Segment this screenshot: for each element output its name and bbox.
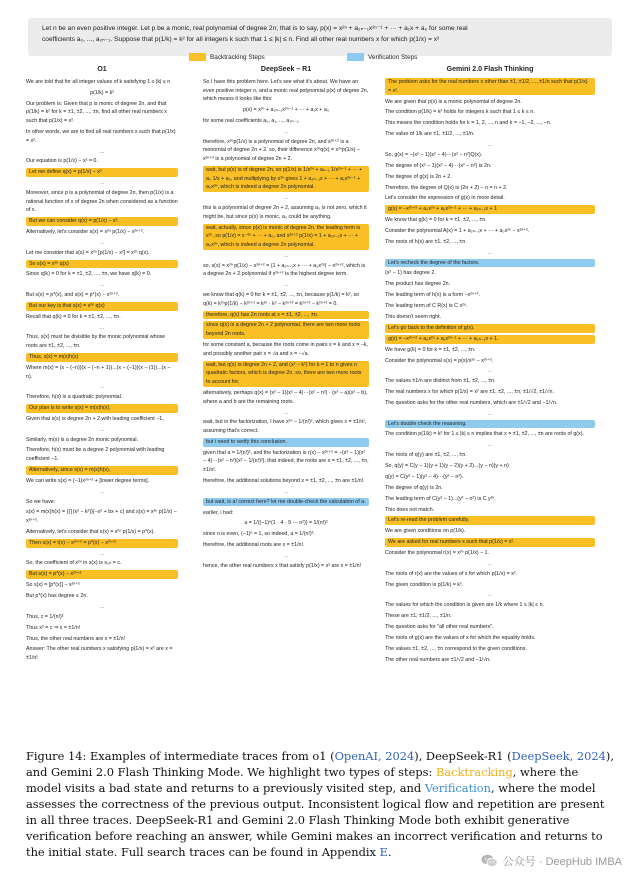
trace-ellipsis: ... <box>99 426 105 433</box>
trace-line: we know that q(k) = 0 for k = ±1, ±2, ..., ±n, because p(1/k) = k², so q(k) = k²ⁿp(1/k) − k²ⁿ⁺² = k²ⁿ · k² − k²ⁿ⁺² = k²ⁿ⁺² − k²ⁿ⁺² = 0. <box>203 291 360 307</box>
trace-line: In other words, we are to find all real numbers x such that p(1/x) = x². <box>26 129 176 144</box>
trace-line: The degree of q(y) is 2n. <box>385 484 443 491</box>
trace-line: This doesn't seem right. <box>385 314 442 321</box>
trace-line: therefore, the additional solutions beyond x = ±1, ±2, ..., ±n are ±1/n!. <box>203 478 365 485</box>
watermark-text: 公众号 · DeepHub IMBA <box>502 856 622 868</box>
backtracking-step: Let me define q(x) = p(1/x) − x² <box>26 168 178 177</box>
trace-line: Let me consider that s(x) = x²ⁿ [p(1/x) − x²] = x²ⁿ q(x). <box>26 249 150 256</box>
trace-line: (x² − 1) has degree 2. <box>385 270 436 277</box>
trace-line: This does not match. <box>385 506 435 513</box>
trace-ellipsis: ... <box>99 550 105 557</box>
citation-link[interactable]: OpenAI, 2024 <box>334 749 415 763</box>
trace-line: So, g(x) = −(x² − 1)(x² − 4)···(x² − n²)Q(x). <box>385 151 483 158</box>
caption-text: , where the model assesses the correctness of the previous output. Inconsistent logical flow and repetition are present in all three traces. DeepSeek-R1 and Gemini 2.0 Flash Thinking Mode both exhibit generative verification before reaching an answer, while Gemini makes an incorrect verification and returns to the initial state. Full search traces can be found in Appendix <box>26 781 605 859</box>
trace-line: Given that s(x) is degree 2n + 2 with leading coefficient −1, <box>26 415 164 422</box>
trace-ellipsis: ... <box>283 488 289 495</box>
figure-caption <box>26 748 616 860</box>
trace-line: Thus, s(x) must be divisible by the monic polynomial whose roots are ±1, ±2, ..., ±n. <box>26 334 166 350</box>
trace-line: Similarly, m(x) is a degree 2n monic polynomial. <box>26 436 139 443</box>
backtracking-step: Our plan is to write s(x) = m(x)h(x). <box>26 404 178 413</box>
trace-column-deepseek <box>203 64 369 744</box>
trace-ellipsis: ... <box>99 282 105 289</box>
backtracking-step: Then s(x) = t(x) − x²ⁿ⁺² = p*(x) − x²ⁿ⁺² <box>26 539 178 548</box>
trace-line: The roots of h(x) are ±1, ±2, ..., ±n. <box>385 238 467 245</box>
backtracking-step: since q(x) is a degree 2n + 2 polynomial, there are two more roots beyond 2n roots. <box>203 321 369 338</box>
trace-line: The roots of g(x) are the values of x for which the equality holds. <box>385 634 536 641</box>
trace-line: Therefore, h(x) must be a degree 2 polynomial with leading coefficient −1. <box>26 447 165 463</box>
trace-line: The roots of q(y) are ±1, ±2, ..., ±n. <box>385 452 467 459</box>
trace-line: We are told that for all integer values of k satisfying 1 ≤ |k| ≤ n <box>26 79 171 85</box>
trace-line: alternatively, perhaps q(x) = (x² − 1)(x² − 4)···(x² − n²) · (x² − a)(x² − b), where a and b are the remaining roots. <box>203 389 368 405</box>
trace-line: We are given conditions on p(1/k). <box>385 528 466 535</box>
trace-ellipsis: ... <box>283 553 289 560</box>
trace-line: therefore, the additional roots are x = ±1/n!. <box>203 542 305 549</box>
caption-text: . <box>387 845 392 859</box>
trace-line: q(y) = C(y² − 1)(y² − 4)···(y² − n²). <box>385 473 464 480</box>
trace-line: Consider the polynomial r(x) = x²ⁿ p(1/x) − 1. <box>385 550 490 557</box>
trace-line: Thus, c = 1/(n!)² <box>26 613 64 620</box>
trace-line: Since q(k) = 0 for k = ±1, ±2, ..., ±n, we have q(k) = 0. <box>26 271 152 278</box>
trace-line: Therefore, h(x) is a quadratic polynomial. <box>26 394 123 401</box>
trace-line: therefore, x²ⁿp(1/x) is a polynomial of degree 2n, and x²ⁿ⁺² is a monomial of degree 2n + 2. so, their difference x²ⁿq(x) = x²ⁿp(1/x) − x²ⁿ⁺² is a polynomial of degree 2n + 2. <box>203 138 361 163</box>
figure-label: Figure 14: <box>26 749 87 763</box>
backtracking-step: But s(x) = p*(x) − x²ⁿ⁺² <box>26 570 178 579</box>
legend-verification-label: Verification Steps <box>368 53 418 61</box>
verification-term: Verification <box>424 781 492 795</box>
trace-ellipsis: ... <box>487 368 493 375</box>
trace-ellipsis: ... <box>283 195 289 202</box>
trace-line: So s(x) = [p*(x)] − x²ⁿ⁺² <box>26 582 80 589</box>
citation-link[interactable]: DeepSeek, 2024 <box>511 749 606 763</box>
trace-line: wait, but in the factorization, I have x²ⁿ − 1/(n!)², which gives x = ±1/n!, assuming that's correct. <box>203 419 367 434</box>
trace-ellipsis: ... <box>99 384 105 391</box>
trace-equation: a = 1/((−1)ⁿ(1 · 4 · 9 ··· n²)) = 1/(n!)² <box>244 520 328 527</box>
trace-line: The condition p(1/k) = k² holds for integers k such that 1 ≤ k ≤ n. <box>385 109 535 116</box>
trace-line: The real numbers x for which p(1/x) = x² are ±1, ±2, ..., ±n, ±1/√2, ±1/√n. <box>385 389 554 396</box>
trace-ellipsis: ... <box>487 249 493 256</box>
trace-column-gemini <box>385 64 595 744</box>
trace-line: Consider the polynomial A(x) = 1 + a₂ₙ₋₁x + ··· + a₀x²ⁿ − x²ⁿ⁺². <box>385 228 530 235</box>
backtracking-step: Thus, s(x) = m(x)h(x) <box>26 353 178 362</box>
trace-line: The leading term of C(y² − 1)...(y² − n²) is C y²ⁿ. <box>385 495 496 502</box>
verification-swatch <box>347 53 364 61</box>
appendix-link[interactable]: E <box>379 845 388 859</box>
trace-line: Alternatively, let's consider s(x) = x²ⁿ p(1/x) − x²ⁿ⁺². <box>26 229 145 236</box>
trace-line: for some constant a, because the roots come in pairs x = k and x = −k, and possibly another pair x = √a and x = −√a. <box>203 342 369 357</box>
trace-line: These are ±1, ±1/2, ..., ±1/n. <box>385 613 452 620</box>
trace-line: Consider the polynomial s(x) = p(x)/x²ⁿ − x²ⁿ⁺². <box>385 357 494 364</box>
problem-statement <box>28 18 612 56</box>
trace-line: Answer: The other real numbers x satisfying p(1/x) = x² are x = ±1/n! <box>26 646 173 662</box>
problem-line-1: Let n be an even positive integer. Let p be a monic, real polynomial of degree 2n; that is to say, p(x) = x²ⁿ + a₂ₙ₋₁x²ⁿ⁻¹ + ··· + a₁x + a₀ for some real <box>42 25 468 32</box>
backtracking-step: therefore, q(x) has 2n roots at x = ±1, ±2, ..., ±n. <box>203 311 369 320</box>
trace-ellipsis: ... <box>99 488 105 495</box>
trace-line: earlier, i had: <box>203 509 234 516</box>
trace-line: Alternatively, let's consider that s(x) = x²ⁿ p(1/x) = p*(x). <box>26 529 155 535</box>
trace-ellipsis: ... <box>283 129 289 136</box>
trace-line: for some real coefficients a₀, a₁, ..., a₂ₙ₋₁. <box>203 118 300 125</box>
trace-ellipsis: ... <box>283 252 289 259</box>
trace-line: So I have this problem here. Let's see what it's about. We have an even positive integer n, and a monic real polynomial p(x) of degree 2n, which means it looks like this: <box>203 79 369 103</box>
verification-step: Let's double check the reasoning. <box>385 420 595 429</box>
trace-line: Our problem is: Given that p is monic of degree 2n, and that p(1/k) = k² for k = ±1, ±2, ..., ±n, find all other real numbers x such that p(1/x) = x². <box>26 100 167 125</box>
backtracking-step: We are asked for real numbers x such that p(1/x) = x². <box>385 538 595 547</box>
trace-line: The condition p(1/k) = k² for 1 ≤ |k| ≤ n implies that x = ±1, ±2, ..., ±n are roots of g(x). <box>385 431 584 438</box>
column-title: O1 <box>97 66 107 73</box>
caption-text: ), and Gemini 2.0 Flash Thinking Mode. We highlight two types of steps: <box>26 749 614 779</box>
trace-line: this is a polynomial of degree 2n + 2, assuming a₀ is not zero, which it might be, but since p(x) is monic, a₀ could be anything. <box>203 205 367 220</box>
trace-line: The value of 1/k are ±1, ±1/2, ..., ±1/n. <box>385 131 475 138</box>
backtracking-step: But we can consider q(x) = p(1/x) − x². <box>26 217 178 226</box>
trace-line: This means the condition holds for k = 1, 2, ..., n and k = −1, −2, ..., −n. <box>385 120 552 127</box>
trace-line: The values for which the condition is given are 1/k where 1 ≤ |k| ≤ n. <box>385 602 545 609</box>
trace-line: The values ±1, ±2, ..., ±n correspond to the given conditions. <box>385 645 527 652</box>
trace-ellipsis: ... <box>99 148 105 155</box>
trace-line: We have g(k) = 0 for k = ±1, ±2, ..., ±n. <box>385 346 476 353</box>
trace-line: s(x) = m(x)h(x) = (∏(x² − k²))(−x² + bx + c) and s(x) = x²ⁿ p(1/x) − x²ⁿ⁺². <box>26 509 177 525</box>
trace-line: So we have: <box>26 498 56 505</box>
backtracking-step: The problem asks for the real numbers x other than ±1, ±1/2, ..., ±1/n such that p(1/x) = x². <box>385 78 595 95</box>
trace-line: Our equation is p(1/x) − x² = 0. <box>26 158 98 165</box>
backtracking-step: So s(x) = x²ⁿ q(x) <box>26 260 178 269</box>
trace-ellipsis: ... <box>487 142 493 149</box>
legend-verification <box>347 53 417 61</box>
trace-line: The question asks for the other real numbers, which are ±1/√2 and −1/√n. <box>385 399 558 406</box>
trace-line: Therefore, the degree of Q(x) is (2n + 2) − n = n + 2. <box>385 184 508 191</box>
trace-ellipsis: ... <box>487 560 493 567</box>
trace-line: We are given that p(x) is a monic polynomial of degree 2n. <box>385 98 522 105</box>
trace-equation: p(1/k) = k² <box>90 89 114 96</box>
trace-line: Recall that q(k) = 0 for k = ±1, ±2, ..., ±n. <box>26 313 121 320</box>
trace-line: The given condition is p(1/k) = k². <box>385 581 464 588</box>
trace-line: But s(x) = p*(x), and s(x) = p*(x) − x²ⁿ⁺². <box>26 292 120 299</box>
trace-ellipsis: ... <box>487 592 493 599</box>
legend-backtracking <box>189 53 265 61</box>
trace-line: The leading term of h(x) is a form −x²ⁿ⁺². <box>385 292 480 299</box>
trace-line: so, s(x) = x²ⁿ p(1/x) − x²ⁿ⁺² = (1 + a₂ₙ₋₁x + ··· + a₀x²ⁿ) − x²ⁿ⁺², which is a degree 2n + 2 polynomial if x²ⁿ⁺² is the highest degree term. <box>203 262 366 278</box>
trace-line: given that a = 1/(n!)², and the factorization is r(x) − x²ⁿ⁺² = −(x² − 1)(x² − 4)···(x² − n²)(x² − 1/(n!)²), that indeed, the roots are x = ±1, ±2, ..., ±n, ±1/n!. <box>203 449 369 474</box>
trace-column-o1 <box>26 64 178 744</box>
problem-line-2: coefficients a₀, ..., a₂ₙ₋₁. Suppose that p(1/k) = k² for all integers k such that 1 ≤ |k| ≤ n. Find all other real numbers x for which p(1/x) = x² <box>42 36 440 43</box>
trace-ellipsis: ... <box>283 282 289 289</box>
backtracking-swatch <box>189 53 206 61</box>
column-title: DeepSeek – R1 <box>260 66 312 73</box>
trace-line: So, the coefficient of x²ⁿ in s(x) is s₂ₙ = c. <box>26 560 122 567</box>
trace-line: The leading term of C R(x) is C x²ⁿ. <box>385 303 468 310</box>
backtracking-step: But our key is that s(x) = x²ⁿ q(x) <box>26 302 178 311</box>
trace-line: We know that g(k) = 0 for k = ±1, ±2, ..., ±n. <box>385 217 487 224</box>
trace-line: The product has degree 2n. <box>385 281 451 288</box>
backtracking-step: g(x) = −x²ⁿ⁺² + a₀x²ⁿ + a₁x²ⁿ⁻¹ + ··· + a₂ₙ₋₁x + 1. <box>385 335 595 344</box>
caption-text: , where the model visits a bad state and returns to a previously visited step, and <box>26 765 579 795</box>
backtracking-step: wait, but p(x) is of degree 2n, so p(1/x) is 1/x²ⁿ + aₙ₋₁ 1/x²ⁿ⁻¹ + ··· + a₀ 1/x + a₀, and multiplying by x²ⁿ gives 1 + a₂ₙ₋₁x + ··· + a₁x²ⁿ⁻¹ + a₀x²ⁿ, which is indeed a degree 2n polynomial. <box>203 166 369 192</box>
trace-ellipsis: ... <box>487 410 493 417</box>
backtracking-step: Let's go back to the definition of g(x). <box>385 324 595 333</box>
trace-line: The question asks for "all other real numbers". <box>385 623 494 630</box>
trace-line: Moreover, since p is a polynomial of degree 2n, then p(1/x) is a rational function of x of degree 2n when considered as a function of x. <box>26 189 178 214</box>
trace-line: But p*(x) has degree ≤ 2n. <box>26 593 88 600</box>
trace-line: So, q(y) = C(y − 1)(y + 1)(y − 2)(y + 2)...(y − n)(y + n) <box>385 462 509 469</box>
backtracking-step: wait, but q(x) is degree 2n + 2, and (x² − k²) for k = 1 to n gives n quadratic factors, which is degree 2n. so, there are two more roots to account for. <box>203 361 369 387</box>
trace-line: Thus, the other real numbers are x = ±1/n! <box>26 635 126 642</box>
trace-ellipsis: ... <box>99 604 105 611</box>
trace-ellipsis: ... <box>99 180 105 187</box>
trace-line: The degree of (x² − 1)(x² − 4)···(x² − n²) is 2n. <box>385 162 492 169</box>
trace-ellipsis: ... <box>283 409 289 416</box>
backtracking-step: wait, actually, since p(x) is monic of degree 2n, the leading term is x²ⁿ, so p(1/x) = x⁻²ⁿ + ··· + a₀, and x²ⁿ⁺² p(1/x) = 1 + a₂ₙ₋₁x + ··· + a₀x²ⁿ, which is indeed a degree 2n polynomial. <box>203 224 369 250</box>
trace-line: The other real numbers are ±1/√2 and −1/√n. <box>385 656 491 663</box>
caption-text: ), DeepSeek-R1 ( <box>414 749 512 763</box>
wechat-icon <box>481 854 498 868</box>
backtracking-step: Let's re-read the problem carefully. <box>385 516 595 525</box>
caption-text: Examples of intermediate traces from o1 ( <box>86 749 335 763</box>
trace-line: The roots of r(x) are the values of x for which p(1/x) = x². <box>385 570 518 577</box>
verification-step: Let's recheck the degree of the factors. <box>385 259 595 268</box>
trace-line: hence, the other real numbers x that satisfy p(1/x) = x² are x = ±1/n! <box>203 562 362 569</box>
trace-equation: p(x) = x²ⁿ + a₂ₙ₋₁x²ⁿ⁻¹ + ··· + a₁x + a₀ <box>242 107 330 114</box>
trace-line: The values ±1/n are distinct from ±1, ±2, ..., ±n. <box>385 378 496 385</box>
verification-step: but wait, is a! correct here? let me double-check the calculation of a. <box>203 498 369 507</box>
trace-line: Let's consider the expression of g(x) in more detail. <box>385 195 505 202</box>
watermark <box>481 853 622 869</box>
trace-line: since n is even, (−1)ⁿ = 1, so indeed, a = 1/(n!)². <box>203 531 315 538</box>
trace-line: We can write s(x) = (−1)x²ⁿ⁺² + [lower degree terms]. <box>26 477 150 484</box>
trace-line: Where m(x) = (x − (−n))(x − (−n + 1))...(x − (−1))(x − (1))...(x − n). <box>26 364 171 380</box>
backtracking-step: g(x) = −x²ⁿ⁺² + a₀x²ⁿ + a₁x²ⁿ⁻¹ + ··· + a₂ₙ₋₁x + 1 <box>385 205 595 214</box>
trace-ellipsis: ... <box>487 442 493 449</box>
trace-ellipsis: ... <box>99 324 105 331</box>
trace-line: Thus x² = c ⇒ x = ±1/n! <box>26 624 81 631</box>
backtracking-term: Backtracking <box>435 765 513 779</box>
backtracking-step: Alternatively, since s(x) = m(x)h(x), <box>26 466 178 475</box>
column-title: Gemini 2.0 Flash Thinking <box>446 66 534 73</box>
legend-backtracking-label: Backtracking Steps <box>210 53 265 61</box>
trace-line: The degree of g(x) is 2n + 2. <box>385 173 452 180</box>
trace-ellipsis: ... <box>99 239 105 246</box>
verification-step: but i need to verify this conclusion. <box>203 438 369 447</box>
